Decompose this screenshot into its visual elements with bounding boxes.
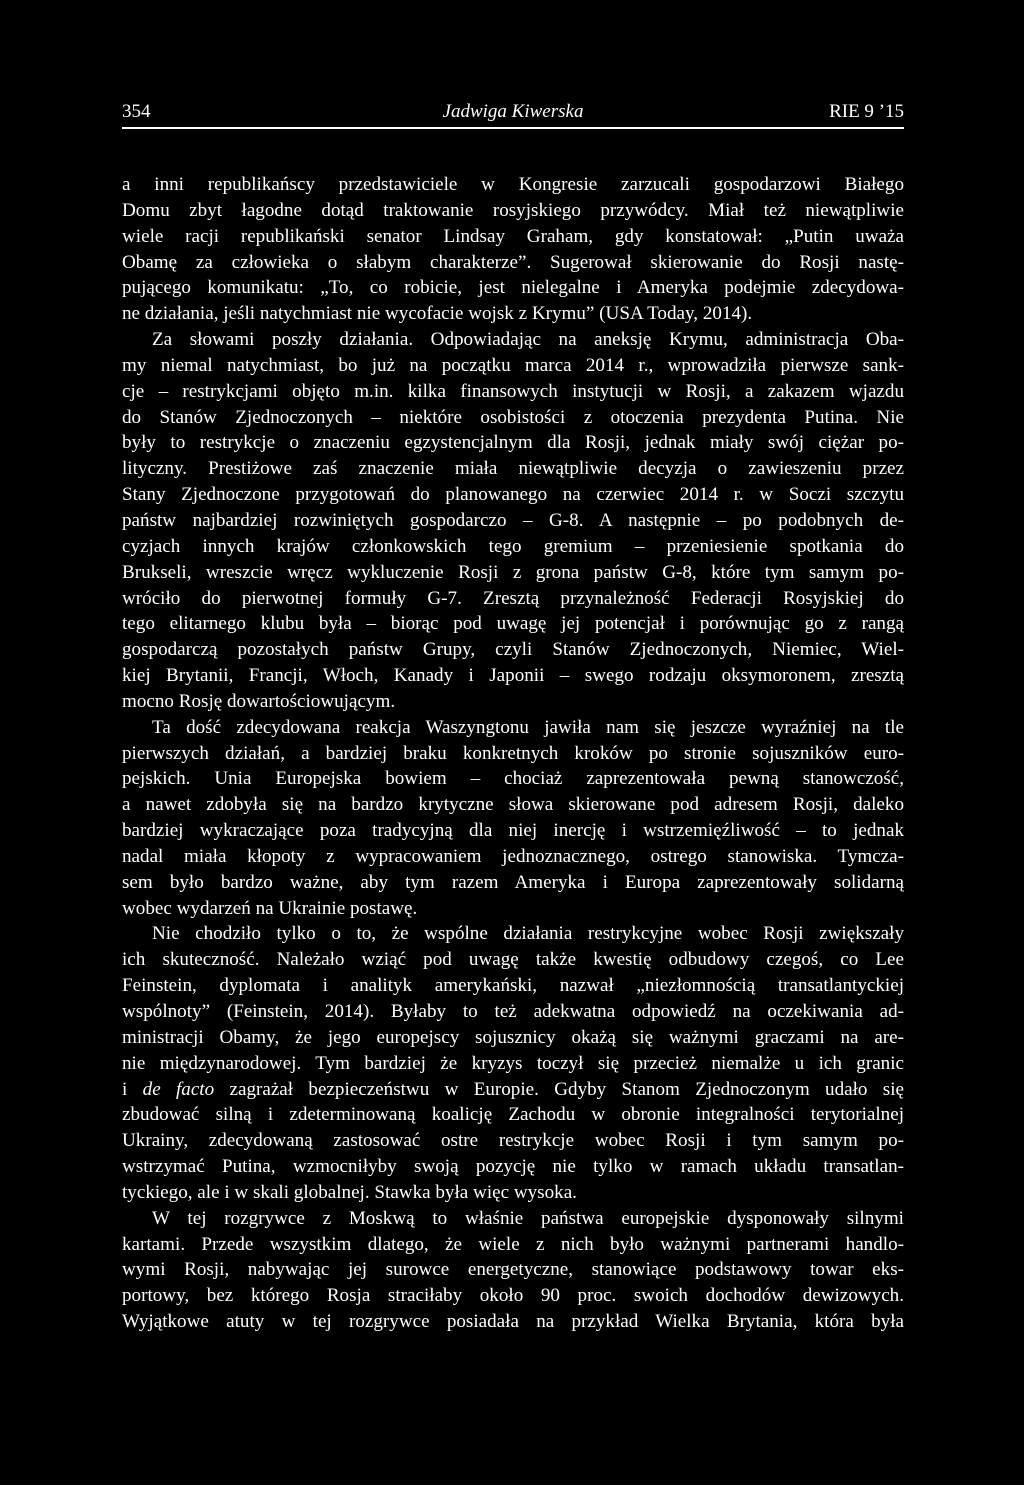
text-line: mocno Rosję dowartościowującym. bbox=[122, 690, 396, 712]
text-line: Domu zbyt łagodne dotąd traktowanie rosyjskiego przywódcy. Miał też niewątpliwie bbox=[122, 199, 904, 221]
text-line: lityczny. Prestiżowe zaś znaczenie miała niewątpliwie decyzja o zawieszeniu przez bbox=[122, 458, 904, 480]
text-line: Ta dość zdecydowana reakcja Waszyngtonu jawiła nam się jeszcze wyraźniej na tle bbox=[152, 716, 904, 738]
text-line bbox=[122, 1077, 904, 1103]
text-line: państw najbardziej rozwiniętych gospodarczo – G-8. A następnie – po podobnych de- bbox=[122, 509, 904, 531]
header-rule bbox=[122, 127, 904, 129]
text-line: Feinstein, dyplomata i analityk amerykański, nazwał „niezłomnością transatlantyckiej bbox=[122, 975, 904, 997]
text-line: cje – restrykcjami objęto m.in. kilka finansowych instytucji w Rosji, a zakazem wjazdu bbox=[122, 380, 904, 402]
text-line: kiej Brytanii, Francji, Włoch, Kanady i Japonii – swego rodzaju oksymoronem, zresztą bbox=[122, 665, 904, 687]
running-head-journal: RIE 9 ’15 bbox=[829, 101, 904, 122]
text-line: nadal miała kłopoty z wypracowaniem jednoznacznego, ostrego stanowiska. Tymcza- bbox=[122, 845, 904, 867]
text-line: Wyjątkowe atuty w tej rozgrywce posiadała na przykład Wielka Brytania, która była bbox=[122, 1311, 904, 1333]
text-line: wspólnoty” (Feinstein, 2014). Byłaby to też adekwatna odpowiedź na oczekiwania ad- bbox=[122, 1001, 904, 1022]
text-line: a inni republikańscy przedstawiciele w Kongresie zarzucali gospodarzowi Białego bbox=[122, 174, 904, 195]
text-line: Za słowami poszły działania. Odpowiadając na aneksję Krymu, administracja Oba- bbox=[152, 329, 904, 351]
text-line: wobec wydarzeń na Ukrainie postawę. bbox=[122, 897, 418, 919]
text-line: ne działania, jeśli natychmiast nie wycofacie wojsk z Krymu” (USA Today, 2014). bbox=[122, 303, 753, 325]
text-line: były to restrykcje o znaczeniu egzystencjalnym dla Rosji, jednak miały swój ciężar po- bbox=[122, 432, 904, 454]
text-line: Ukrainy, zdecydowaną zastosować ostre restrykcje wobec Rosji i tym samym po- bbox=[122, 1130, 904, 1152]
text-line: Nie chodziło tylko o to, że wspólne działania restrykcyjne wobec Rosji zwiększały bbox=[152, 923, 904, 945]
text-line: Brukseli, wreszcie wręcz wykluczenie Rosji z grona państw G-8, które tym samym po- bbox=[122, 561, 904, 583]
text-line: pującego komunikatu: „To, co robicie, jest nielegalne i Ameryka podejmie zdecydowa- bbox=[122, 277, 904, 299]
text-line: ich skuteczność. Należało wziąć pod uwagę także kwestię odbudowy czegoś, co Lee bbox=[122, 949, 904, 971]
text-line: wymi Rosji, nabywając jej surowce energetyczne, stanowiące podstawowy towar eks- bbox=[122, 1259, 904, 1281]
text-line: wróciło do pierwotnej formuły G-7. Zresztą przynależność Federacji Rosyjskiej do bbox=[122, 587, 904, 609]
italic-phrase: de facto bbox=[142, 1078, 215, 1100]
text-line: cyzjach innych krajów członkowskich tego gremium – przeniesienie spotkania do bbox=[122, 535, 904, 557]
text-line: ministracji Obamy, że jego europejscy sojusznicy okażą się ważnymi graczami na are- bbox=[122, 1026, 904, 1048]
text-segment: zagrażał bezpieczeństwu w Europie. Gdyby Stanom Zjednoczonym udało się bbox=[214, 1078, 904, 1100]
text-line: kartami. Przede wszystkim dlatego, że wiele z nich było ważnymi partnerami handlo- bbox=[122, 1233, 904, 1255]
text-segment: i bbox=[122, 1078, 143, 1100]
text-line: bardziej wykraczające poza tradycyjną dla niej inercję i wstrzemięźliwość – to jednak bbox=[122, 820, 904, 842]
text-line: pierwszych działań, a bardziej braku konkretnych kroków po stronie sojuszników euro- bbox=[122, 742, 904, 764]
text-line: wiele racji republikański senator Lindsay Graham, gdy konstatował: „Putin uważa bbox=[122, 225, 904, 247]
text-line: do Stanów Zjednoczonych – niektóre osobistości z otoczenia prezydenta Putina. Nie bbox=[122, 406, 904, 428]
text-line: nie międzynarodowej. Tym bardziej że kryzys toczył się przecież niemalże u ich granic bbox=[122, 1052, 904, 1074]
article-body bbox=[122, 172, 904, 1335]
page-number: 354 bbox=[122, 101, 151, 122]
text-line: W tej rozgrywce z Moskwą to właśnie państwa europejskie dysponowały silnymi bbox=[152, 1207, 904, 1229]
page bbox=[122, 100, 904, 1335]
text-line: Obamę za człowieka o słabym charakterze”. Sugerował skierowanie do Rosji nastę- bbox=[122, 251, 904, 273]
text-line: wstrzymać Putina, wzmocniłyby swoją pozycję nie tylko w ramach układu transatlan- bbox=[122, 1156, 904, 1178]
text-line: sem było bardzo ważne, aby tym razem Ameryka i Europa zaprezentowały solidarną bbox=[122, 871, 904, 893]
text-line: portowy, bez którego Rosja straciłaby około 90 proc. swoich dochodów dewizowych. bbox=[122, 1285, 904, 1307]
text-line: tyckiego, ale i w skali globalnej. Stawka była więc wysoka. bbox=[122, 1181, 577, 1203]
text-line: pejskich. Unia Europejska bowiem – chociaż zaprezentowała pewną stanowczość, bbox=[122, 768, 904, 790]
running-head-author: Jadwiga Kiwerska bbox=[442, 101, 584, 122]
text-line: tego elitarnego klubu była – biorąc pod uwagę jej potencjał i porównując go z rangą bbox=[122, 613, 904, 635]
text-line: a nawet zdobyła się na bardzo krytyczne słowa skierowane pod adresem Rosji, daleko bbox=[122, 794, 904, 816]
text-line: zbudować silną i zdeterminowaną koalicję Zachodu w obronie integralności terytorialnej bbox=[122, 1104, 904, 1126]
text-line: my niemal natychmiast, bo już na początku marca 2014 r., wprowadziła pierwsze sank- bbox=[122, 354, 904, 376]
text-line: gospodarczą pozostałych państw Grupy, czyli Stanów Zjednoczonych, Niemiec, Wiel- bbox=[122, 639, 904, 661]
text-line: Stany Zjednoczone przygotowań do planowanego na czerwiec 2014 r. w Soczi szczytu bbox=[122, 484, 904, 506]
running-head bbox=[122, 100, 904, 124]
